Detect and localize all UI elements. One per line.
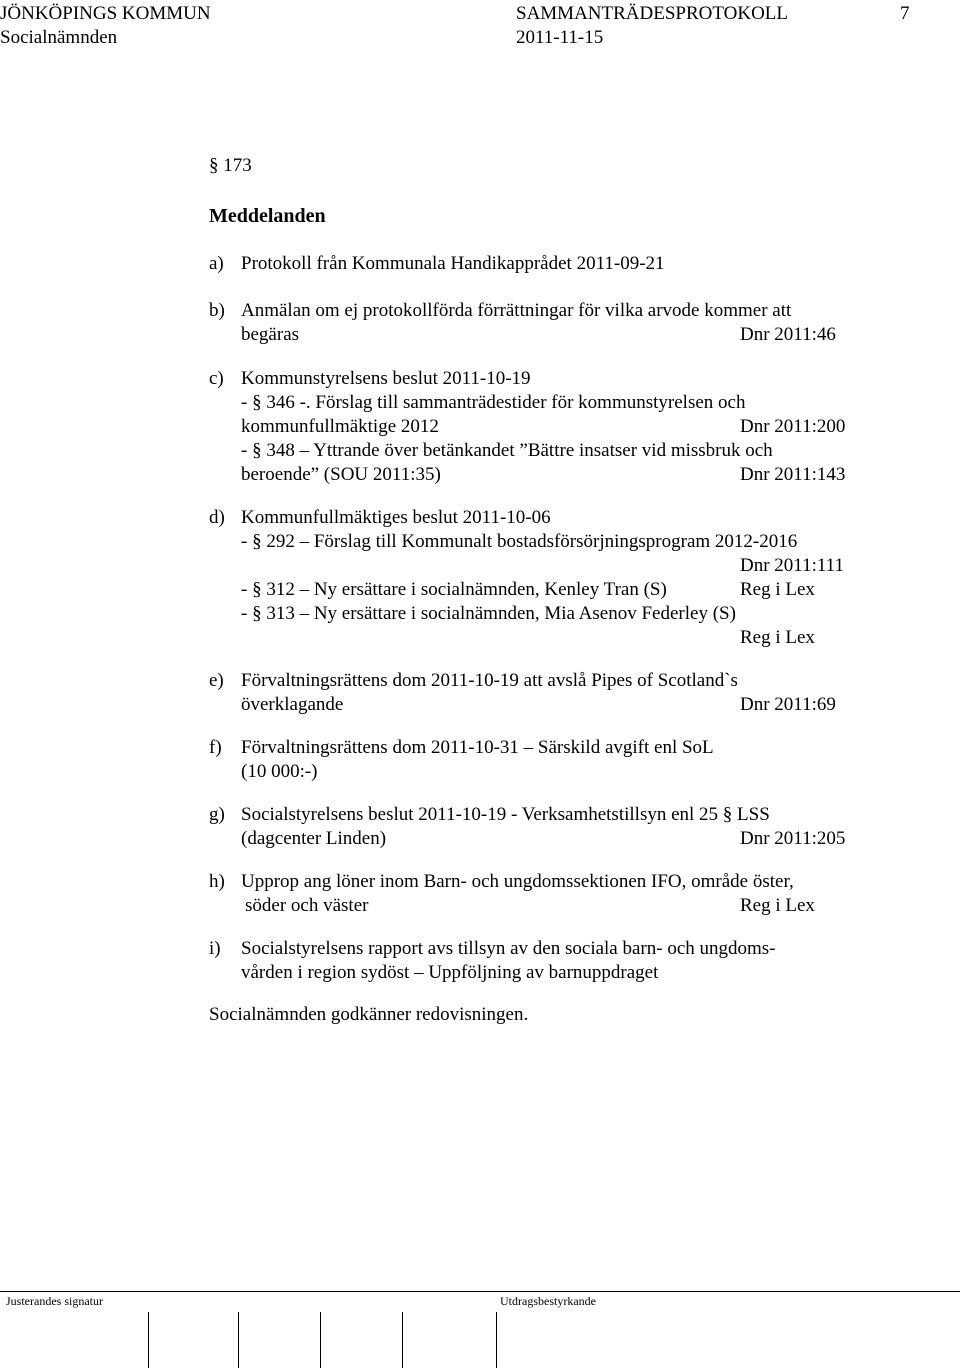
- item-letter-f: f): [209, 737, 222, 758]
- item-letter-i: i): [209, 938, 221, 959]
- item-letter-h: h): [209, 871, 225, 892]
- item-letter-b: b): [209, 300, 225, 321]
- item-d-sub2-reg: Reg i Lex: [740, 579, 815, 600]
- item-f-text1: Förvaltningsrättens dom 2011-10-31 – Särskild avgift enl SoL: [241, 737, 714, 758]
- signature-box-divider: [148, 1312, 149, 1368]
- paragraph-title: Meddelanden: [209, 205, 326, 227]
- item-b-text2: begäras: [241, 324, 300, 345]
- item-d-sub3-line1: - § 313 – Ny ersättare i socialnämnden, Mia Asenov Federley (S): [241, 603, 736, 624]
- item-d-sub1-dnr: Dnr 2011:111: [740, 555, 844, 576]
- signature-box-divider: [320, 1312, 321, 1368]
- item-letter-a: a): [209, 253, 224, 274]
- item-d-sub1-line1: - § 292 – Förslag till Kommunalt bostadsförsörjningsprogram 2012-2016: [241, 531, 798, 552]
- conclusion-text: Socialnämnden godkänner redovisningen.: [209, 1004, 529, 1025]
- signature-box-divider: [402, 1312, 403, 1368]
- item-h-reg: Reg i Lex: [740, 895, 815, 916]
- header-org: JÖNKÖPINGS KOMMUN: [0, 3, 211, 24]
- item-letter-g: g): [209, 804, 225, 825]
- item-e-text1: Förvaltningsrättens dom 2011-10-19 att avslå Pipes of Scotland`s: [241, 670, 738, 691]
- item-g-text1: Socialstyrelsens beslut 2011-10-19 - Verksamhetstillsyn enl 25 § LSS: [241, 804, 770, 825]
- item-i-text1: Socialstyrelsens rapport avs tillsyn av den sociala barn- och ungdoms-: [241, 938, 776, 959]
- header-committee: Socialnämnden: [0, 27, 118, 48]
- item-c-sub2-line1: - § 348 – Yttrande över betänkandet ”Bättre insatser vid missbruk och: [241, 440, 773, 461]
- item-c-sub2-dnr: Dnr 2011:143: [740, 464, 846, 485]
- item-d-sub3-reg: Reg i Lex: [740, 627, 815, 648]
- item-a-text: Protokoll från Kommunala Handikapprådet 2011-09-21: [241, 253, 665, 274]
- footer-signature-label: Justerandes signatur: [6, 1294, 103, 1308]
- footer-extract-label: Utdragsbestyrkande: [500, 1294, 596, 1308]
- item-letter-e: e): [209, 670, 224, 691]
- item-f-text2: (10 000:-): [241, 761, 318, 782]
- item-c-text: Kommunstyrelsens beslut 2011-10-19: [241, 368, 531, 389]
- item-c-sub1-dnr: Dnr 2011:200: [740, 416, 846, 437]
- item-c-sub1-line1: - § 346 -. Förslag till sammanträdestider för kommunstyrelsen och: [241, 392, 746, 413]
- header-page-number: 7: [900, 3, 910, 24]
- item-c-sub1-line2: kommunfullmäktige 2012: [241, 416, 439, 437]
- item-b-dnr: Dnr 2011:46: [740, 324, 836, 345]
- item-i-text2: vården i region sydöst – Uppföljning av barnuppdraget: [241, 962, 659, 983]
- paragraph-number: § 173: [209, 155, 252, 176]
- signature-box-divider: [496, 1312, 497, 1368]
- item-d-text: Kommunfullmäktiges beslut 2011-10-06: [241, 507, 551, 528]
- item-c-sub2-line2: beroende” (SOU 2011:35): [241, 464, 441, 485]
- footer-rule: [0, 1291, 960, 1292]
- item-e-text2: överklagande: [241, 694, 344, 715]
- item-letter-d: d): [209, 507, 225, 528]
- item-b-text1: Anmälan om ej protokollförda förrättningar för vilka arvode kommer att: [241, 300, 792, 321]
- header-doc-type: SAMMANTRÄDESPROTOKOLL: [516, 3, 789, 24]
- header-date: 2011-11-15: [516, 27, 604, 48]
- item-d-sub2-line1: - § 312 – Ny ersättare i socialnämnden, Kenley Tran (S): [241, 579, 667, 600]
- item-h-text1: Upprop ang löner inom Barn- och ungdomssektionen IFO, område öster,: [241, 871, 794, 892]
- item-e-dnr: Dnr 2011:69: [740, 694, 836, 715]
- signature-box-divider: [238, 1312, 239, 1368]
- item-g-dnr: Dnr 2011:205: [740, 828, 846, 849]
- item-letter-c: c): [209, 368, 224, 389]
- item-h-text2: söder och väster: [245, 895, 369, 916]
- item-g-text2: (dagcenter Linden): [241, 828, 387, 849]
